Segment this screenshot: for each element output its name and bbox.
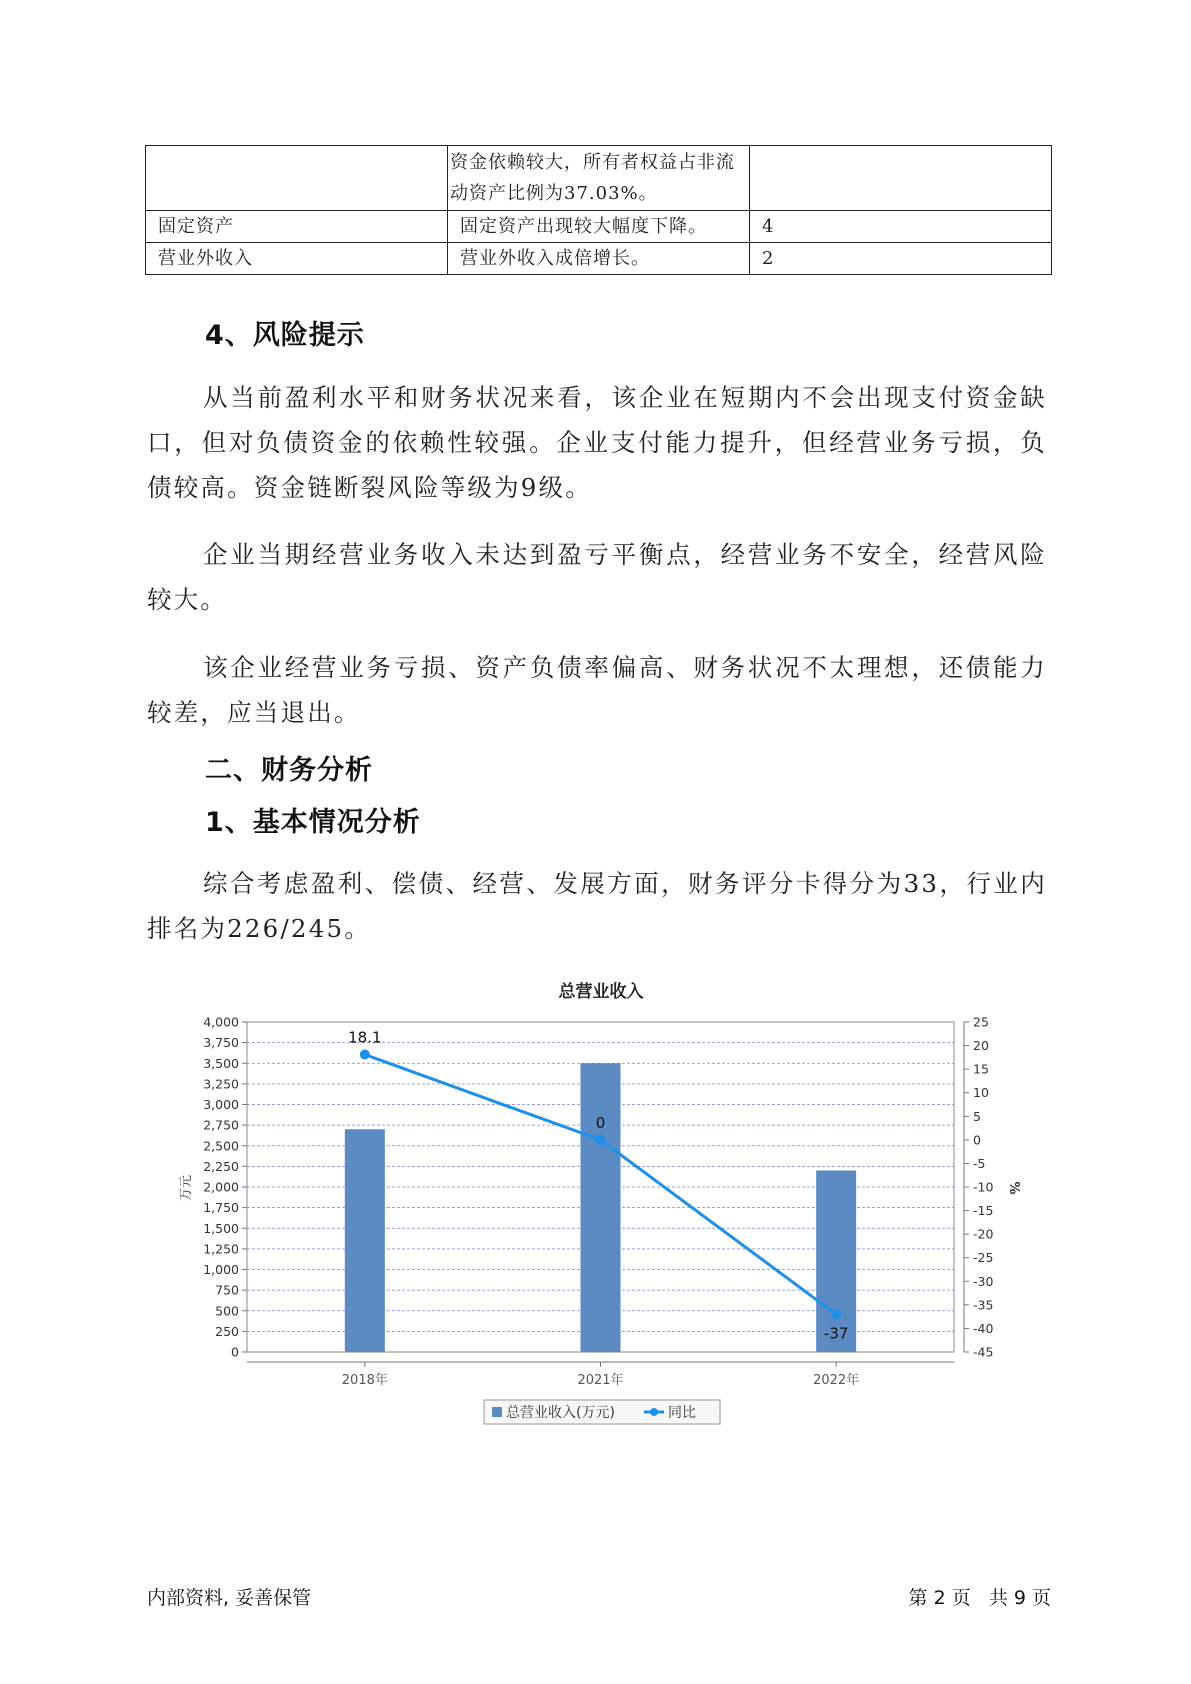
- table-cell-score: 2: [750, 243, 1052, 275]
- y-tick-label: 500: [215, 1303, 239, 1319]
- y-tick-label: 3,250: [203, 1076, 239, 1092]
- table-cell-name: 固定资产: [146, 211, 448, 243]
- y-tick-label: 1,500: [203, 1220, 239, 1236]
- y2-tick-label: -45: [973, 1344, 994, 1360]
- y2-tick-label: 10: [973, 1085, 989, 1101]
- y2-tick-label: -15: [973, 1203, 994, 1219]
- revenue-chart: [160, 970, 1030, 1435]
- risk-table: [145, 145, 1052, 275]
- y-tick-label: 2,000: [203, 1179, 239, 1195]
- y2-tick-label: 20: [973, 1038, 989, 1054]
- line-point: [831, 1309, 841, 1319]
- y-tick-label: 1,750: [203, 1200, 239, 1216]
- legend-swatch-bar: [492, 1407, 502, 1417]
- footer-confidential: 内部资料, 妥善保管: [147, 1587, 312, 1609]
- table-row: [146, 243, 1052, 275]
- line-point: [360, 1050, 370, 1060]
- sub-heading-basic: 1、基本情况分析: [205, 807, 421, 838]
- y-tick-label: 2,500: [203, 1138, 239, 1154]
- y2-tick-label: 25: [973, 1014, 989, 1030]
- y-tick-label: 750: [215, 1282, 239, 1298]
- y2-tick-label: -40: [973, 1320, 994, 1336]
- y-tick-label: 3,000: [203, 1097, 239, 1112]
- table-cell-desc: 固定资产出现较大幅度下降。: [448, 211, 750, 243]
- table-cell-desc: 营业外收入成倍增长。: [448, 243, 750, 275]
- x-tick-label: 2022年: [813, 1373, 860, 1388]
- chart-legend: [484, 1400, 720, 1424]
- y-tick-label: 3,750: [203, 1035, 239, 1051]
- legend-label-bar: 总营业收入(万元): [506, 1405, 615, 1421]
- data-label: 18.1: [348, 1028, 382, 1047]
- table-cell-score: 4: [750, 211, 1052, 243]
- x-tick-label: 2018年: [341, 1373, 388, 1388]
- table-cell: [750, 146, 1052, 211]
- x-tick-label: 2021年: [577, 1373, 624, 1388]
- chart-title: 总营业收入: [558, 982, 644, 1002]
- y2-axis-title: %: [1006, 1181, 1021, 1195]
- y2-tick-label: -20: [973, 1226, 994, 1242]
- legend-swatch-point: [650, 1408, 658, 1416]
- y-tick-label: 1,250: [203, 1241, 239, 1257]
- table-row: [146, 211, 1052, 243]
- y-tick-label: 4,000: [203, 1014, 239, 1030]
- line-point: [596, 1135, 606, 1145]
- y2-tick-label: -5: [973, 1155, 986, 1171]
- table-cell: 资金依赖较大，所有者权益占非流动资产比例为37.03%。: [448, 146, 750, 211]
- y2-tick-label: 15: [973, 1061, 989, 1077]
- y2-tick-label: -10: [973, 1179, 994, 1195]
- legend-label-line: 同比: [668, 1405, 696, 1421]
- y-tick-label: 3,500: [203, 1055, 239, 1071]
- bar: [581, 1063, 621, 1352]
- y-axis-left: [203, 1015, 247, 1360]
- y-tick-label: 2,250: [203, 1158, 239, 1174]
- footer-page-number: 第 2 页 共 9 页: [908, 1587, 1051, 1609]
- data-label: -37: [823, 1324, 849, 1343]
- paragraph: 该企业经营业务亏损、资产负债率偏高、财务状况不太理想，还债能力较差，应当退出。: [147, 653, 1047, 727]
- paragraph: 企业当期经营业务收入未达到盈亏平衡点，经营业务不安全，经营风险较大。: [147, 540, 1047, 614]
- y2-tick-label: 5: [973, 1108, 981, 1124]
- y-tick-label: 1,000: [203, 1262, 239, 1277]
- paragraph: 从当前盈利水平和财务状况来看，该企业在短期内不会出现支付资金缺口，但对负债资金的依赖性较强。企业支付能力提升，但经营业务亏损，负债较高。资金链断裂风险等级为9级。: [147, 383, 1047, 502]
- y2-tick-label: 0: [973, 1132, 981, 1148]
- y-axis-right: [964, 1015, 993, 1360]
- y2-tick-label: -35: [973, 1297, 994, 1313]
- y-tick-label: 250: [215, 1323, 239, 1339]
- section-heading-finance: 二、财务分析: [205, 755, 373, 786]
- table-row: [146, 146, 1052, 211]
- paragraph: 综合考虑盈利、偿债、经营、发展方面，财务评分卡得分为33，行业内排名为226/245。: [147, 869, 1047, 943]
- y2-tick-label: -30: [973, 1273, 994, 1289]
- data-label: 0: [595, 1113, 606, 1132]
- y2-tick-label: -25: [973, 1250, 994, 1266]
- table-cell: [146, 146, 448, 211]
- bar: [345, 1129, 385, 1352]
- section-heading-risk: 4、风险提示: [205, 320, 365, 351]
- y-axis-title: 万元: [179, 1174, 194, 1202]
- table-cell-name: 营业外收入: [146, 243, 448, 275]
- x-axis: [247, 1362, 954, 1388]
- y-tick-label: 0: [231, 1344, 239, 1360]
- y-tick-label: 2,750: [203, 1117, 239, 1133]
